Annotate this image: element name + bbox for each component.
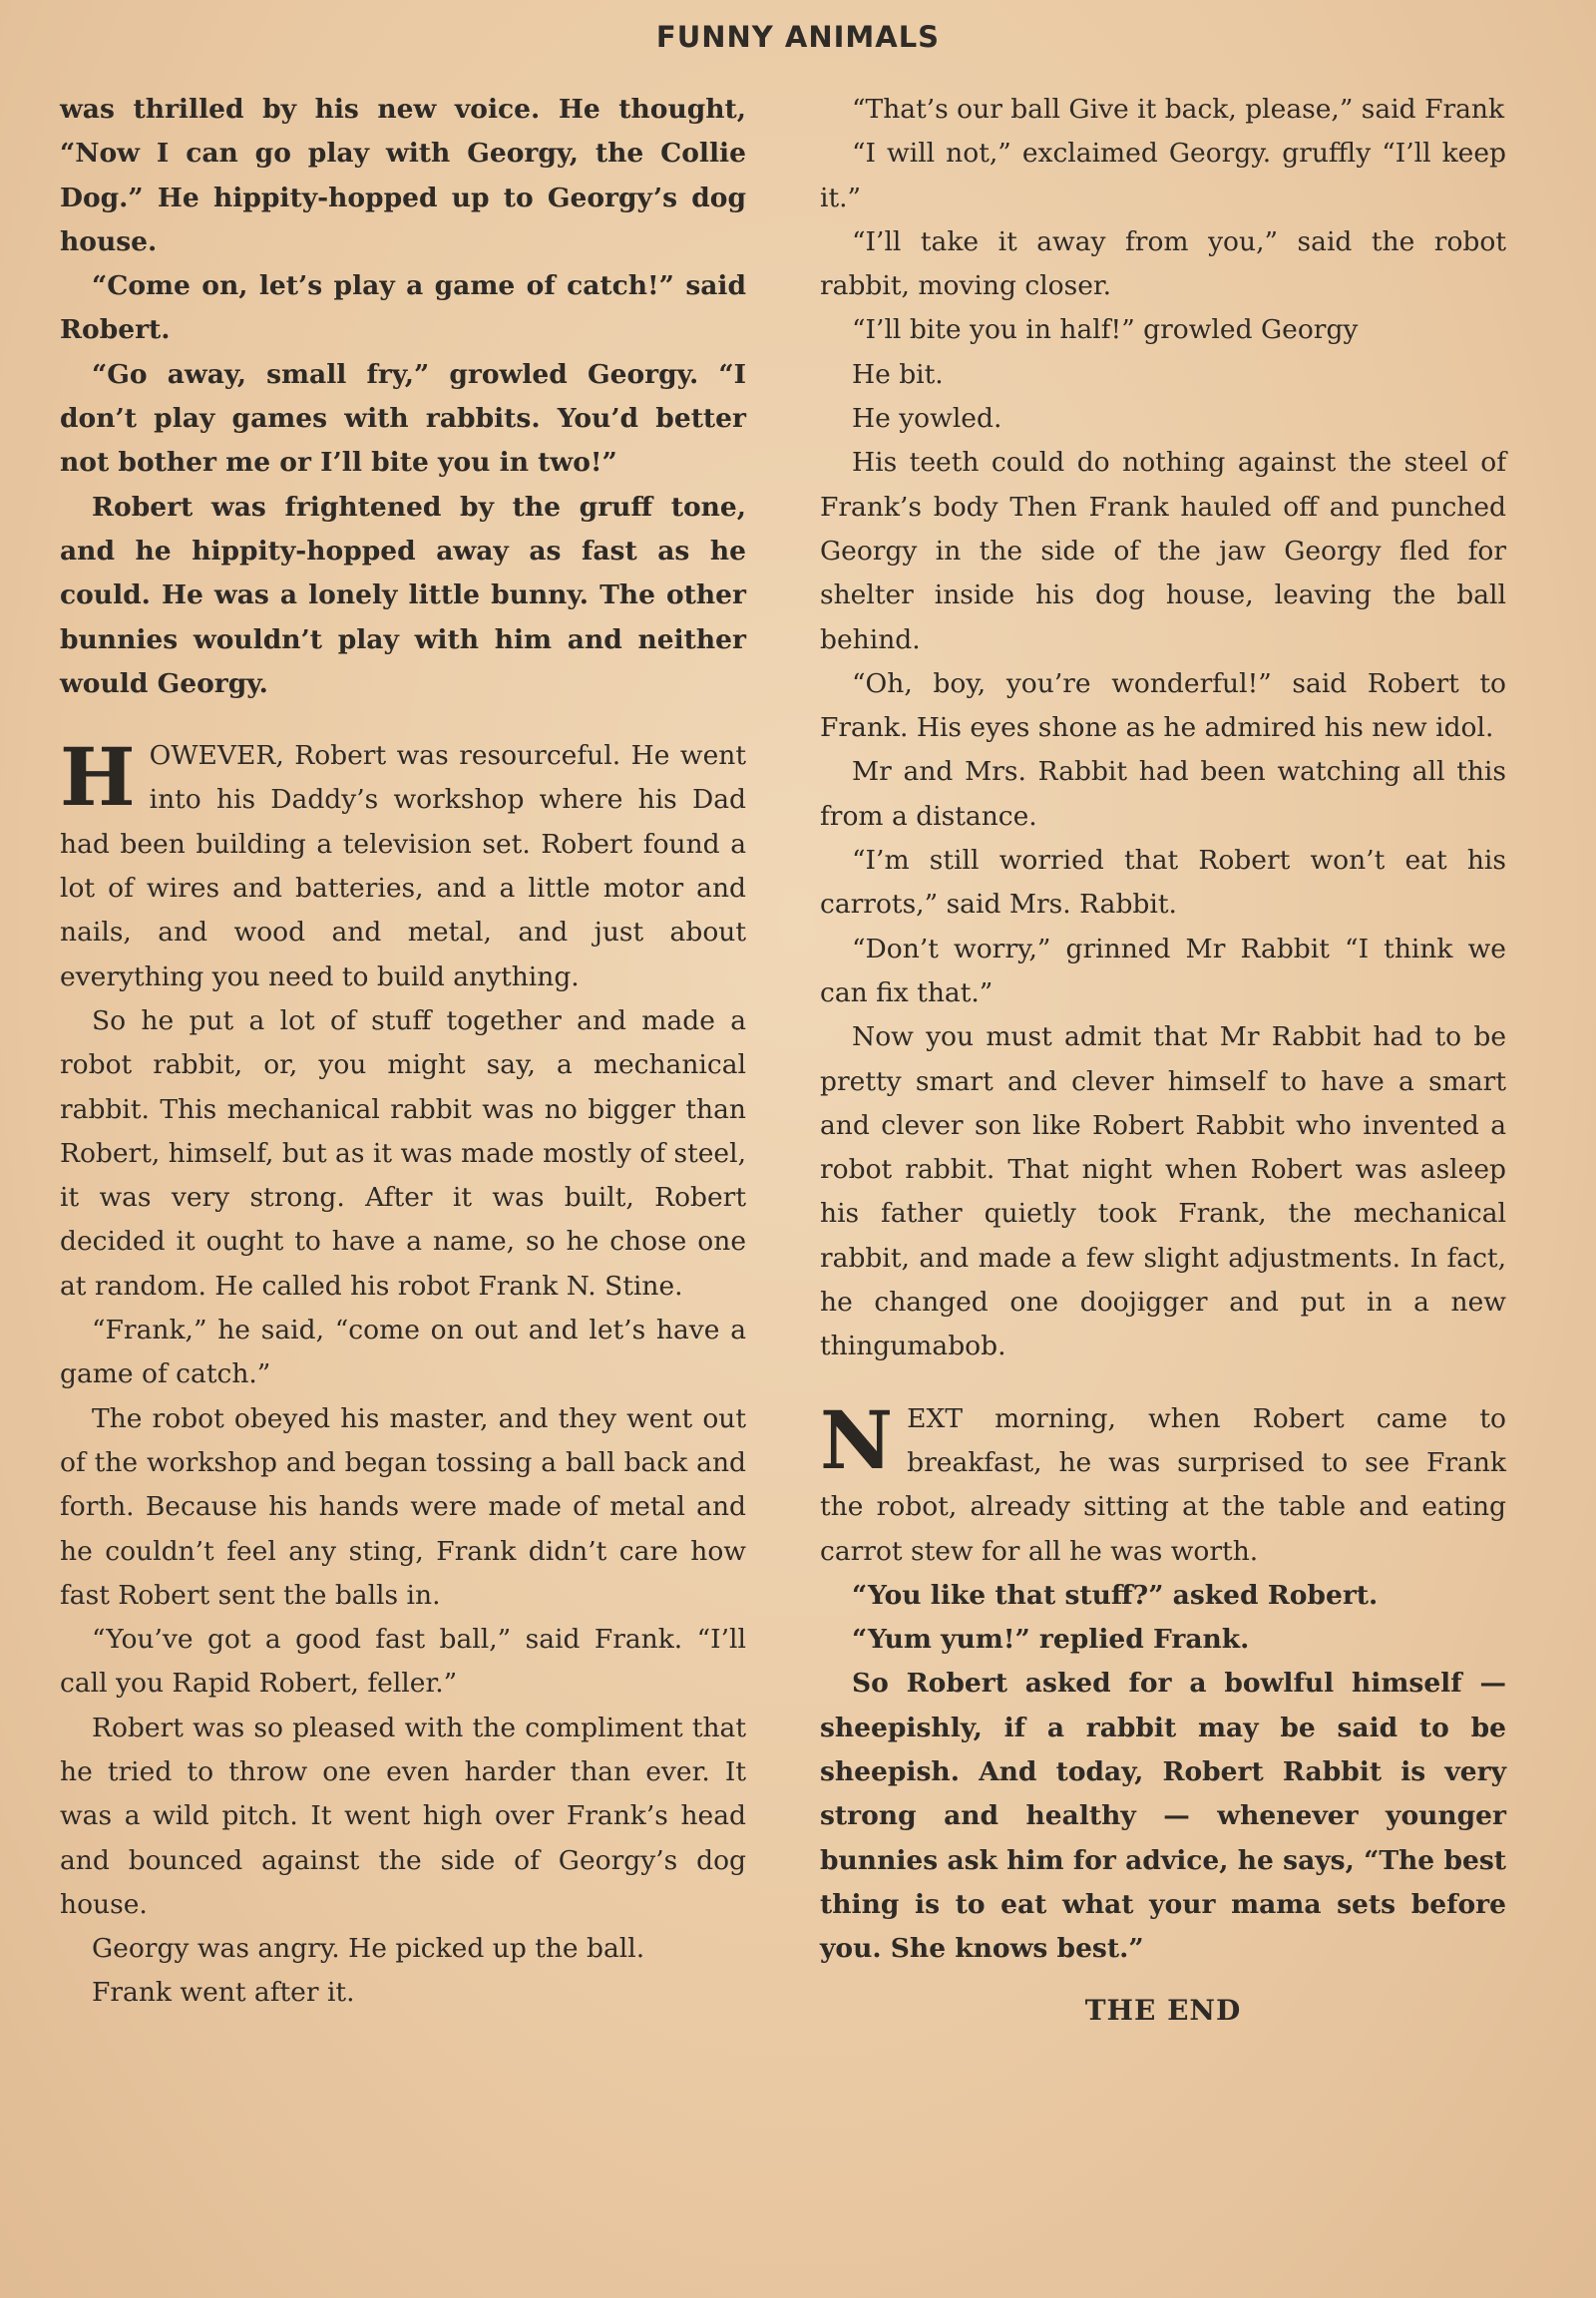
paragraph: “I’ll take it away from you,” said the robot rabbit, moving closer. — [820, 225, 1506, 302]
paragraph: Mr and Mrs. Rabbit had been watching all this from a distance. — [820, 756, 1506, 832]
paragraph: “Yum yum!” replied Frank. — [852, 1624, 1250, 1656]
paragraph: So he put a lot of stuff together and made a robot rabbit, or, you might say, a mechanical rabbit. This mechanical rabbit was no bigger than Robert, himself, but as it was made mostly of steel, it was very strong. After it was built, Robert decided it ought to have a name, so he chose one at random. He called his robot Frank N. Stine. — [60, 1004, 746, 1302]
paragraph: “Oh, boy, you’re wonderful!” said Robert to Frank. His eyes shone as he admired his new idol. — [820, 667, 1506, 744]
paragraph: “I’ll bite you in half!” growled Georgy — [852, 314, 1359, 346]
drop-cap: N — [820, 1392, 894, 1487]
paragraph-text: EXT morning, when Robert came to breakfast, he was surprised to see Frank the robot, already sitting at the table and eating carrot stew for all he was worth. — [820, 1402, 1506, 1567]
paragraph: was thrilled by his new voice. He thought, “Now I can go play with Georgy, the Collie Dog.” He hippity-hopped up to Georgy’s dog house. — [60, 94, 746, 257]
dropcap-paragraph — [60, 730, 746, 999]
paragraph: The robot obeyed his master, and they went out of the workshop and began tossing a ball back and forth. Because his hands were made of metal and he couldn’t feel any sting, Frank didn’t care how fast Robert sent the balls in. — [60, 1402, 746, 1611]
paragraph: So Robert asked for a bowlful himself — sheepishly, if a rabbit may be said to be sheepish. And today, Robert Rabbit is very strong and healthy — whenever younger bunnies ask him for advice, he says, “The best thing is to eat what your mama sets before you. She knows best.” — [820, 1668, 1506, 1965]
paragraph: “Go away, small fry,” growled Georgy. “I don’t play games with rabbits. You’d better not bother me or I’ll bite you in two!” — [60, 358, 746, 479]
dropcap-paragraph — [820, 1392, 1506, 1574]
left-column — [60, 88, 746, 2016]
paragraph: Robert was so pleased with the compliment that he tried to throw one even harder than ever. It was a wild pitch. It went high over Frank’s head and bounced against the side of Georgy’s dog house. — [60, 1712, 746, 1920]
right-column — [820, 88, 1506, 2034]
paragraph: “You like that stuff?” asked Robert. — [852, 1579, 1379, 1611]
paragraph: “Come on, let’s play a game of catch!” said Robert. — [60, 270, 746, 346]
paragraph: His teeth could do nothing against the steel of Frank’s body Then Frank hauled off and punched Georgy in the side of the jaw Georgy fled for shelter inside his dog house, leaving the ball behind. — [820, 447, 1506, 655]
paragraph: “Frank,” he said, “come on out and let’s have a game of catch.” — [60, 1315, 746, 1390]
paragraph: “I’m still worried that Robert won’t eat his carrots,” said Mrs. Rabbit. — [820, 845, 1506, 921]
paragraph: “You’ve got a good fast ball,” said Frank. “I’ll call you Rapid Robert, feller.” — [60, 1624, 746, 1700]
paragraph: He yowled. — [852, 403, 1002, 435]
the-end: THE END — [1084, 1994, 1242, 2028]
page-title: FUNNY ANIMALS — [655, 20, 941, 54]
paragraph: He bit. — [852, 358, 944, 390]
paragraph-text: OWEVER, Robert was resourceful. He went into his Daddy’s workshop where his Dad had been building a television set. Robert found a lot of wires and batteries, and a little motor and nails, and wood and metal, and just about everything you need to build anything. — [60, 740, 746, 992]
paragraph: Frank went after it. — [92, 1977, 355, 2009]
paragraph: Robert was frightened by the gruff tone, and he hippity-hopped away as fast as he could. He was a lonely little bunny. The other bunnies wouldn’t play with him and neither would Georgy. — [60, 491, 746, 699]
paragraph: Georgy was angry. He picked up the ball. — [92, 1933, 645, 1965]
paragraph: “That’s our ball Give it back, please,” said Frank — [852, 94, 1505, 125]
paragraph: “I will not,” exclaimed Georgy. gruffly “I’ll keep it.” — [820, 138, 1506, 213]
drop-cap: H — [60, 730, 136, 825]
paragraph: “Don’t worry,” grinned Mr Rabbit “I think we can fix that.” — [820, 933, 1506, 1008]
paragraph: Now you must admit that Mr Rabbit had to be pretty smart and clever himself to have a smart and clever son like Robert Rabbit who invented a robot rabbit. That night when Robert was asleep his father quietly took Frank, the mechanical rabbit, and made a few slight adjustments. In fact, he changed one doojigger and put in a new thingumabob. — [820, 1021, 1506, 1362]
